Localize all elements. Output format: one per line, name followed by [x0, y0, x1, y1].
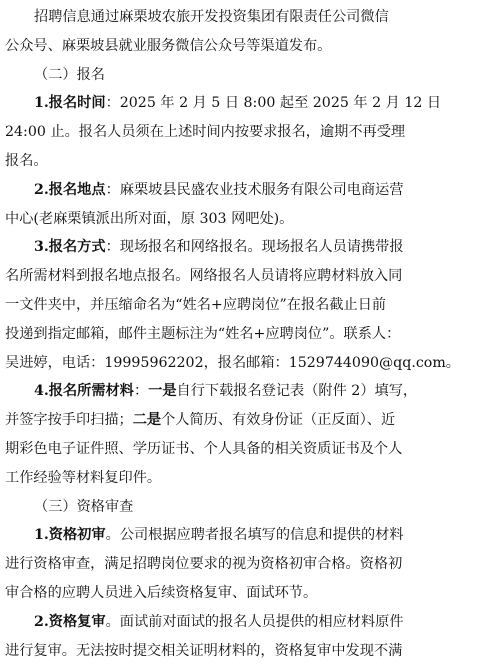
contact-line: 吴进婷，电话：19995962202，报名邮箱：1529744090@qq.com。: [5, 354, 460, 371]
item-title: 2.资格复审: [34, 613, 106, 630]
item-title: 4.报名所需材料: [34, 383, 134, 400]
paragraph-line: [5, 32, 473, 61]
paragraph-line: [34, 377, 473, 406]
paragraph-line: [5, 291, 473, 320]
paragraph-line: [34, 89, 473, 118]
paragraph-line: [5, 205, 473, 234]
point-label: 二是: [132, 412, 162, 429]
paragraph-line: [5, 435, 473, 464]
paragraph-line: [5, 147, 473, 176]
paragraph-line: [5, 320, 473, 349]
heading-text: （二）报名: [34, 66, 105, 83]
heading-text: （三）资格审查: [34, 498, 134, 515]
line-text: 名所需材料到报名地点报名。网络报名人员请将应聘材料放入同: [5, 268, 403, 285]
line-text: ：现场报名和网络报名。现场报名人员请携带报: [105, 239, 404, 256]
line-text: 。公司根据应聘者报名填写的信息和提供的材料: [105, 527, 404, 544]
section-heading: [34, 493, 473, 522]
line-text: 审合格的应聘人员进入后续资格复审、面试环节。: [5, 585, 318, 601]
line-text: ：麻栗坡县民盛农业技术服务有限公司电商运营: [105, 181, 404, 198]
paragraph-line: [5, 637, 473, 666]
line-text: 中心(老麻栗镇派出所对面，原 303 网吧处)。: [5, 210, 294, 227]
paragraph-line: [5, 262, 473, 291]
line-text: 报名。: [5, 153, 48, 169]
line-text: 投递到指定邮箱，邮件主题标注为“姓名+应聘岗位”。联系人：: [5, 325, 401, 342]
item-title: 1.报名时间: [34, 95, 106, 112]
line-text: 进行资格审查，满足招聘岗位要求的视为资格初审合格。资格初: [5, 556, 403, 573]
line-text: 进行复审。无法按时提交相关证明材料的，资格复审中发现不满: [5, 642, 403, 659]
paragraph-line: [34, 3, 473, 32]
paragraph-line: [34, 176, 473, 205]
line-text: ：2025 年 2 月 5 日 8:00 起至 2025 年 2 月 12 日: [105, 95, 442, 112]
item-title: 1.资格初审: [34, 527, 106, 544]
item-title: 2.报名地点: [34, 181, 106, 198]
paragraph-line: [34, 233, 473, 262]
paragraph-line: [5, 118, 473, 147]
line-text: ：: [133, 383, 149, 400]
line-text: 自行下载报名登记表（附件 2）填写，: [176, 383, 418, 400]
line-text: 期彩色电子证件照、学历证书、个人具备的相关资质证书及个人: [5, 441, 403, 457]
line-text: 工作经验等材料复印件。: [5, 469, 162, 486]
paragraph-line: [5, 550, 473, 579]
paragraph-line: [34, 608, 473, 637]
paragraph-line: [5, 406, 473, 435]
line-text: 一文件夹中，并压缩命名为“姓名+应聘岗位”在报名截止日前: [5, 297, 387, 313]
item-title: 3.报名方式: [34, 239, 106, 256]
paragraph-line: [5, 349, 473, 378]
section-heading: [34, 61, 473, 90]
paragraph-line: [5, 464, 473, 493]
line-text: 。面试前对面试的报名人员提供的相应材料原件: [105, 613, 404, 630]
line-text: 并签字按手印扫描；: [5, 412, 133, 429]
paragraph-line: [34, 521, 473, 550]
point-label: 一是: [148, 383, 177, 400]
paragraph-line: [5, 579, 473, 608]
line-text: 个人简历、有效身份证（正反面）、近: [161, 412, 396, 429]
line-text: 公众号、麻栗坡县就业服务微信公众号等渠道发布。: [5, 37, 332, 54]
line-text: 招聘信息通过麻栗坡农旅开发投资集团有限责任公司微信: [34, 9, 389, 25]
line-text: 24:00 止。报名人员须在上述时间内按要求报名，逾期不再受理: [5, 124, 406, 141]
